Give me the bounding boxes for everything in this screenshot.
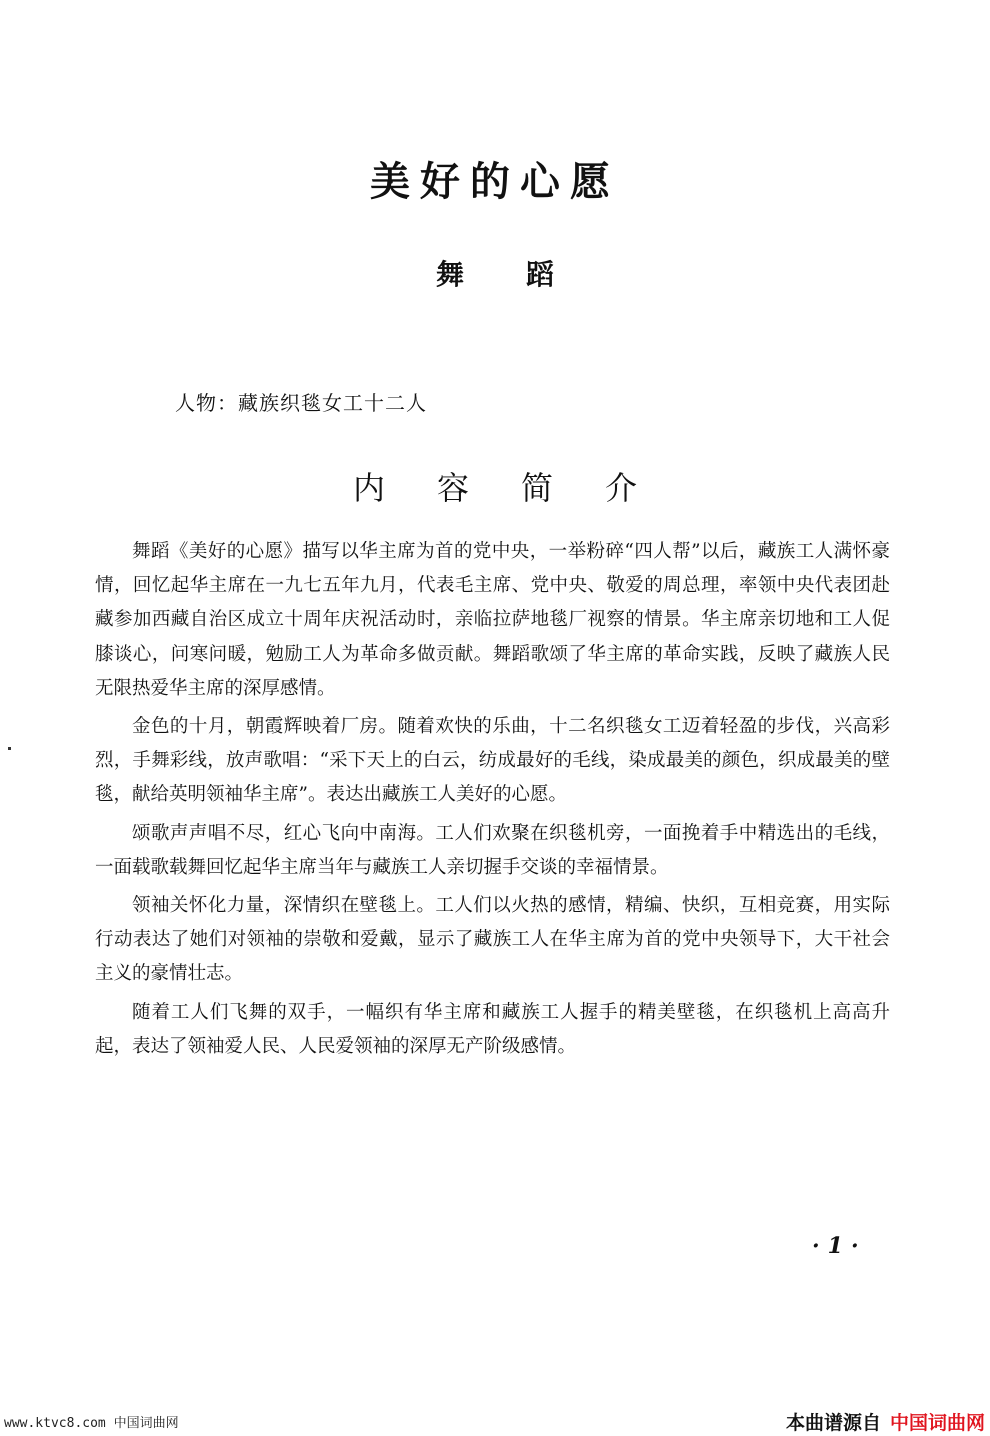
section-heading: 内容简介 [352,469,689,507]
footer-brand-link[interactable]: 中国词曲网 [890,1412,986,1434]
page-subtitle: 舞蹈 [435,258,616,291]
paragraph: 随着工人们飞舞的双手，一幅织有华主席和藏族工人握手的精美壁毯，在织毯机上高高升起，表达了领袖爱人民、人民爱领袖的深厚无产阶级感情。 [95,1001,890,1057]
paragraph: 领袖关怀化力量，深情织在壁毯上。工人们以火热的感情，精编、快织，互相竞赛，用实际行动表达了她们对领袖的崇敬和爱戴，显示了藏族工人在华主席为首的党中央领导下，大干社会主义的豪情壮志。 [95,895,890,985]
scan-speck [8,747,11,750]
body-text [95,535,890,1068]
page-number: ·1· [812,1233,867,1259]
characters-line: 人物：藏族织毯女工十二人 [175,391,427,415]
footer-site-url[interactable]: www.ktvc8.com 中国词曲网 [4,1416,179,1431]
paragraph: 舞蹈《美好的心愿》描写以华主席为首的党中央，一举粉碎“四人帮”以后，藏族工人满怀豪情，回忆起华主席在一九七五年九月，代表毛主席、党中央、敬爱的周总理，率领中央代表团赴藏参加西藏自治区成立十周年庆祝活动时，亲临拉萨地毯厂视察的情景。华主席亲切地和工人促膝谈心，问寒问暖，勉励工人为革命多做贡献。舞蹈歌颂了华主席的革命实践，反映了藏族人民无限热爱华主席的深厚感情。 [95,541,890,699]
paragraph: 金色的十月，朝霞辉映着厂房。随着欢快的乐曲，十二名织毯女工迈着轻盈的步伐，兴高彩烈，手舞彩线，放声歌唱：“采下天上的白云，纺成最好的毛线，染成最美的颜色，织成最美的壁毯，献给英明领袖华主席”。表达出藏族工人美好的心愿。 [95,716,890,806]
page-title: 美好的心愿 [370,159,620,205]
paragraph: 颂歌声声唱不尽，红心飞向中南海。工人们欢聚在织毯机旁，一面挽着手中精选出的毛线，一面载歌载舞回忆起华主席当年与藏族工人亲切握手交谈的幸福情景。 [95,822,890,878]
footer-source-label: 本曲谱源自 [786,1412,882,1434]
